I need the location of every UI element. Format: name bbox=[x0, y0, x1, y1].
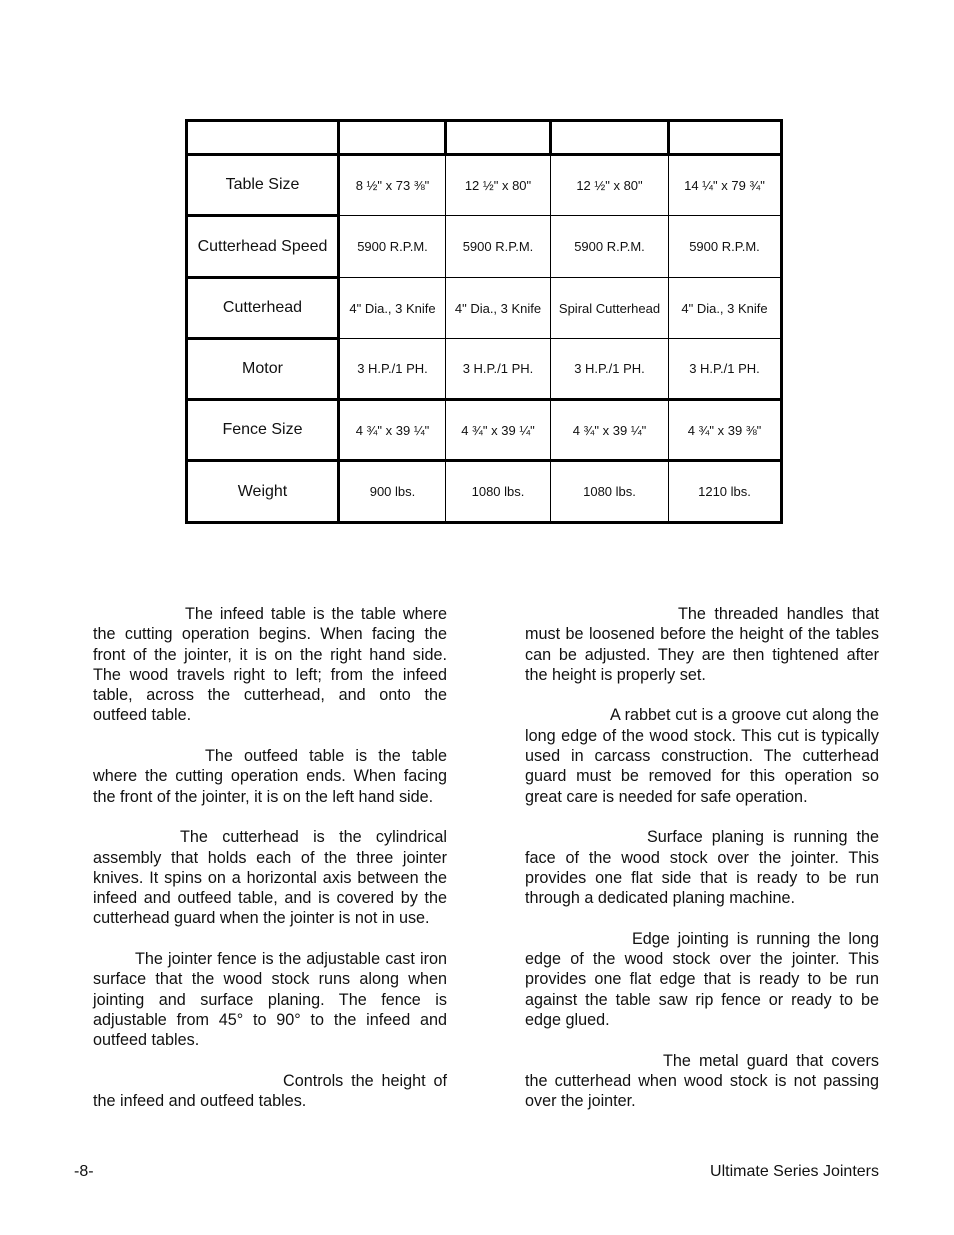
definition-paragraph: The metal guard that covers the cutterhead when wood stock is not passing over the jointer. bbox=[525, 1051, 879, 1111]
specifications-table-body bbox=[187, 121, 782, 523]
header-cell bbox=[446, 121, 551, 155]
spec-cell: 12 ½" x 80" bbox=[446, 155, 551, 216]
spec-cell: 4 ¾" x 39 ¼" bbox=[551, 400, 669, 461]
specifications-table bbox=[185, 119, 783, 524]
spec-row bbox=[187, 461, 782, 523]
spec-cell: 8 ½" x 73 ⅜" bbox=[339, 155, 446, 216]
spec-cell: 14 ¼" x 79 ¾" bbox=[669, 155, 782, 216]
row-label: Motor bbox=[187, 339, 339, 400]
definition-paragraph: Controls the height of the infeed and outfeed tables. bbox=[93, 1071, 447, 1111]
spec-row bbox=[187, 339, 782, 400]
spec-cell: 4" Dia., 3 Knife bbox=[446, 278, 551, 339]
header-cell bbox=[339, 121, 446, 155]
definition-paragraph: Edge jointing is running the long edge of the wood stock over the jointer. This provides one flat edge that is ready to be run against the table saw rip fence or ready to be edge glued. bbox=[525, 929, 879, 1029]
spec-cell: 1080 lbs. bbox=[446, 461, 551, 523]
spec-cell: 5900 R.P.M. bbox=[551, 216, 669, 278]
spec-cell: 3 H.P./1 PH. bbox=[339, 339, 446, 400]
spec-row bbox=[187, 400, 782, 461]
footer-title: Ultimate Series Jointers bbox=[710, 1163, 879, 1180]
spec-cell: 3 H.P./1 PH. bbox=[551, 339, 669, 400]
spec-row bbox=[187, 216, 782, 278]
spec-cell: 1210 lbs. bbox=[669, 461, 782, 523]
row-label: Weight bbox=[187, 461, 339, 523]
definition-paragraph: The threaded handles that must be loosened before the height of the tables can be adjusted. They are then tightened after the height is properly set. bbox=[525, 605, 879, 684]
spec-cell: 4 ¾" x 39 ¼" bbox=[339, 400, 446, 461]
definition-paragraph: The jointer fence is the adjustable cast iron surface that the wood stock runs along when jointing and surface planing. The fence is adjustable from 45° to 90° to the infeed and outfeed tables. bbox=[93, 950, 447, 1050]
header-row bbox=[187, 121, 782, 155]
spec-cell: 4 ¾" x 39 ⅜" bbox=[669, 400, 782, 461]
definition-paragraph: The outfeed table is the table where the cutting operation ends. When facing the front of the jointer, it is on the left hand side. bbox=[93, 747, 447, 806]
left-text-column bbox=[93, 604, 447, 1111]
spec-cell: 3 H.P./1 PH. bbox=[669, 339, 782, 400]
definition-paragraph: The cutterhead is the cylindrical assembly that holds each of the three jointer knives. It spins on a horizontal axis between the infeed and outfeed table, and is covered by the cutterhead guard when the jointer is not in use. bbox=[93, 828, 447, 928]
spec-cell: 4" Dia., 3 Knife bbox=[669, 278, 782, 339]
definition-paragraph: The infeed table is the table where the cutting operation begins. When facing the front of the jointer, it is on the right hand side. The wood travels right to left; from the infeed table, across the cutterhead, and onto the outfeed table. bbox=[93, 605, 447, 725]
row-label: Table Size bbox=[187, 155, 339, 216]
spec-row bbox=[187, 155, 782, 216]
header-cell bbox=[187, 121, 339, 155]
spec-cell: 12 ½" x 80" bbox=[551, 155, 669, 216]
spec-cell: Spiral Cutterhead bbox=[551, 278, 669, 339]
spec-cell: 900 lbs. bbox=[339, 461, 446, 523]
header-cell bbox=[669, 121, 782, 155]
spec-cell: 5900 R.P.M. bbox=[446, 216, 551, 278]
spec-cell: 4 ¾" x 39 ¼" bbox=[446, 400, 551, 461]
row-label: Cutterhead Speed bbox=[187, 216, 339, 278]
row-label: Cutterhead bbox=[187, 278, 339, 339]
row-label: Fence Size bbox=[187, 400, 339, 461]
spec-cell: 1080 lbs. bbox=[551, 461, 669, 523]
spec-row bbox=[187, 278, 782, 339]
spec-cell: 4" Dia., 3 Knife bbox=[339, 278, 446, 339]
spec-cell: 5900 R.P.M. bbox=[339, 216, 446, 278]
right-text-column bbox=[525, 604, 879, 1111]
header-cell bbox=[551, 121, 669, 155]
page-number: -8- bbox=[74, 1163, 94, 1180]
definition-paragraph: A rabbet cut is a groove cut along the long edge of the wood stock. This cut is typically used in carcass construction. The cutterhead guard must be removed for this operation so great care is needed for safe operation. bbox=[525, 706, 879, 806]
spec-cell: 5900 R.P.M. bbox=[669, 216, 782, 278]
definition-paragraph: Surface planing is running the face of the wood stock over the jointer. This provides one flat side that is ready to be run through a dedicated planing machine. bbox=[525, 828, 879, 908]
spec-cell: 3 H.P./1 PH. bbox=[446, 339, 551, 400]
